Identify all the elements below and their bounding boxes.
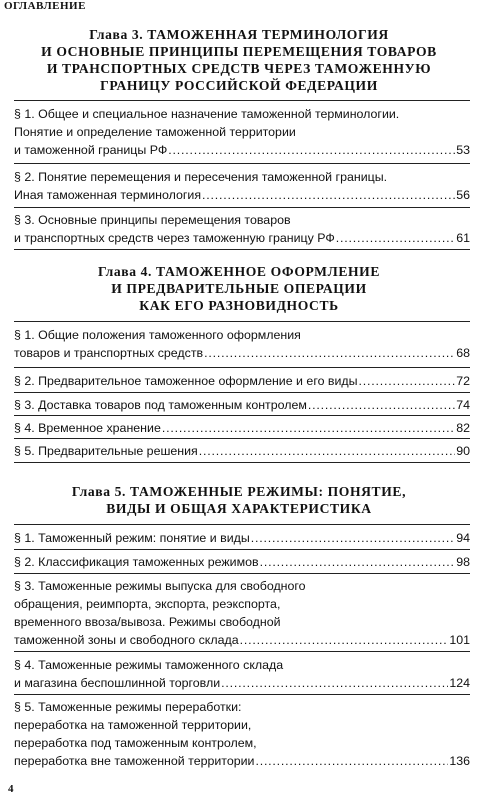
entry-page-number: 53	[456, 143, 470, 157]
toc-entry-ch4-s1[interactable]	[14, 326, 470, 362]
toc-entry-ch4-s5[interactable]	[14, 442, 470, 460]
dot-leader	[359, 372, 456, 390]
dot-leader	[308, 396, 455, 414]
entry-text: переработка под таможенным контролем,	[14, 736, 257, 750]
section-divider	[14, 207, 470, 208]
dot-leader	[168, 141, 455, 159]
entry-page-number: 82	[456, 421, 470, 435]
entry-text: § 1. Таможенный режим: понятие и виды	[14, 531, 250, 545]
dot-leader	[204, 344, 455, 362]
entry-text: и транспортных средств через таможенную границу РФ	[14, 231, 335, 245]
section-divider	[14, 438, 470, 439]
entry-text: товаров и транспортных средств	[14, 346, 204, 360]
entry-text: таможенной зоны и свободного склада	[14, 633, 239, 647]
section-divider	[14, 651, 470, 652]
entry-text: и магазина беспошлинной торговли	[14, 676, 221, 690]
entry-page-number: 90	[456, 444, 470, 458]
section-divider	[14, 392, 470, 393]
entry-text: § 4. Таможенные режимы таможенного склада	[14, 658, 284, 672]
chapter-title-line: ГРАНИЦУ РОССИЙСКОЙ ФЕДЕРАЦИИ	[100, 78, 378, 93]
dot-leader	[162, 419, 455, 437]
section-divider	[14, 415, 470, 416]
chapter-title-line: КАК ЕГО РАЗНОВИДНОСТЬ	[139, 298, 339, 313]
entry-page-number: 56	[456, 188, 470, 202]
dot-leader	[240, 631, 449, 649]
entry-text: § 3. Основные принципы перемещения товаров	[14, 213, 291, 227]
section-divider	[14, 249, 470, 250]
entry-text: переработка вне таможенной территории	[14, 754, 255, 768]
entry-text: § 5. Предварительные решения	[14, 444, 198, 458]
entry-text: § 1. Общее и специальное назначение таможенной терминологии.	[14, 107, 400, 121]
entry-text: переработка на таможенной территории,	[14, 718, 252, 732]
chapter-title-line: И ТРАНСПОРТНЫХ СРЕДСТВ ЧЕРЕЗ ТАМОЖЕННУЮ	[46, 61, 432, 76]
dot-leader	[199, 442, 455, 460]
section-divider	[14, 524, 470, 525]
toc-entry-ch5-s1[interactable]	[14, 529, 470, 547]
section-divider	[14, 573, 470, 574]
page-number: 4	[8, 783, 14, 795]
entry-page-number: 124	[449, 676, 470, 690]
chapter-5-title	[0, 483, 478, 517]
entry-page-number: 61	[456, 231, 470, 245]
chapter-title-line: Глава 4. ТАМОЖЕННОЕ ОФОРМЛЕНИЕ	[97, 264, 381, 279]
entry-text: § 1. Общие положения таможенного оформления	[14, 328, 301, 342]
entry-page-number: 74	[456, 398, 470, 412]
toc-entry-ch5-s3[interactable]	[14, 577, 470, 649]
dot-leader	[255, 752, 448, 770]
toc-entry-ch3-s2[interactable]	[14, 168, 470, 204]
entry-text: и таможенной границы РФ	[14, 143, 168, 157]
entry-text: § 3. Доставка товаров под таможенным контролем	[14, 398, 307, 412]
toc-entry-ch3-s3[interactable]	[14, 211, 470, 247]
toc-entry-ch5-s2[interactable]	[14, 553, 470, 571]
chapter-3-title	[0, 26, 478, 94]
entry-text: Иная таможенная терминология	[14, 188, 202, 202]
chapter-4-title	[0, 263, 478, 314]
chapter-title-line: Глава 3. ТАМОЖЕННАЯ ТЕРМИНОЛОГИЯ	[89, 27, 389, 42]
dot-leader	[202, 186, 455, 204]
entry-page-number: 94	[456, 531, 470, 545]
section-divider	[14, 100, 470, 101]
entry-text: § 4. Временное хранение	[14, 421, 161, 435]
section-divider	[14, 549, 470, 550]
chapter-title-line: И ПРЕДВАРИТЕЛЬНЫЕ ОПЕРАЦИИ	[111, 281, 367, 296]
entry-text: Понятие и определение таможенной территории	[14, 125, 296, 139]
entry-page-number: 68	[456, 346, 470, 360]
section-divider	[14, 694, 470, 695]
toc-entry-ch4-s2[interactable]	[14, 372, 470, 390]
chapter-title-line: И ОСНОВНЫЕ ПРИНЦИПЫ ПЕРЕМЕЩЕНИЯ ТОВАРОВ	[41, 44, 437, 59]
entry-page-number: 136	[449, 754, 470, 768]
entry-text: временного ввоза/вывоза. Режимы свободной	[14, 615, 281, 629]
toc-entry-ch4-s3[interactable]	[14, 396, 470, 414]
dot-leader	[336, 229, 455, 247]
toc-entry-ch4-s4[interactable]	[14, 419, 470, 437]
entry-page-number: 98	[456, 555, 470, 569]
chapter-title-line: ВИДЫ И ОБЩАЯ ХАРАКТЕРИСТИКА	[106, 501, 372, 516]
toc-entry-ch5-s4[interactable]	[14, 656, 470, 692]
toc-entry-ch3-s1[interactable]	[14, 105, 470, 159]
chapter-title-line: Глава 5. ТАМОЖЕННЫЕ РЕЖИМЫ: ПОНЯТИЕ,	[71, 484, 407, 499]
dot-leader	[221, 674, 448, 692]
section-divider	[14, 462, 470, 463]
section-divider	[14, 367, 470, 368]
dot-leader	[251, 529, 455, 547]
entry-text: обращения, реимпорта, экспорта, реэкспорта,	[14, 597, 281, 611]
entry-page-number: 72	[456, 374, 470, 388]
section-divider	[14, 163, 470, 164]
running-head: ОГЛАВЛЕНИЕ	[4, 0, 86, 12]
entry-text: § 2. Предварительное таможенное оформление и его виды	[14, 374, 358, 388]
entry-text: § 3. Таможенные режимы выпуска для свободного	[14, 579, 306, 593]
dot-leader	[260, 553, 456, 571]
section-divider	[14, 321, 470, 322]
entry-text: § 2. Понятие перемещения и пересечения таможенной границы.	[14, 170, 388, 184]
entry-page-number: 101	[449, 633, 470, 647]
entry-text: § 5. Таможенные режимы переработки:	[14, 700, 242, 714]
entry-text: § 2. Классификация таможенных режимов	[14, 555, 259, 569]
toc-entry-ch5-s5[interactable]	[14, 698, 470, 770]
